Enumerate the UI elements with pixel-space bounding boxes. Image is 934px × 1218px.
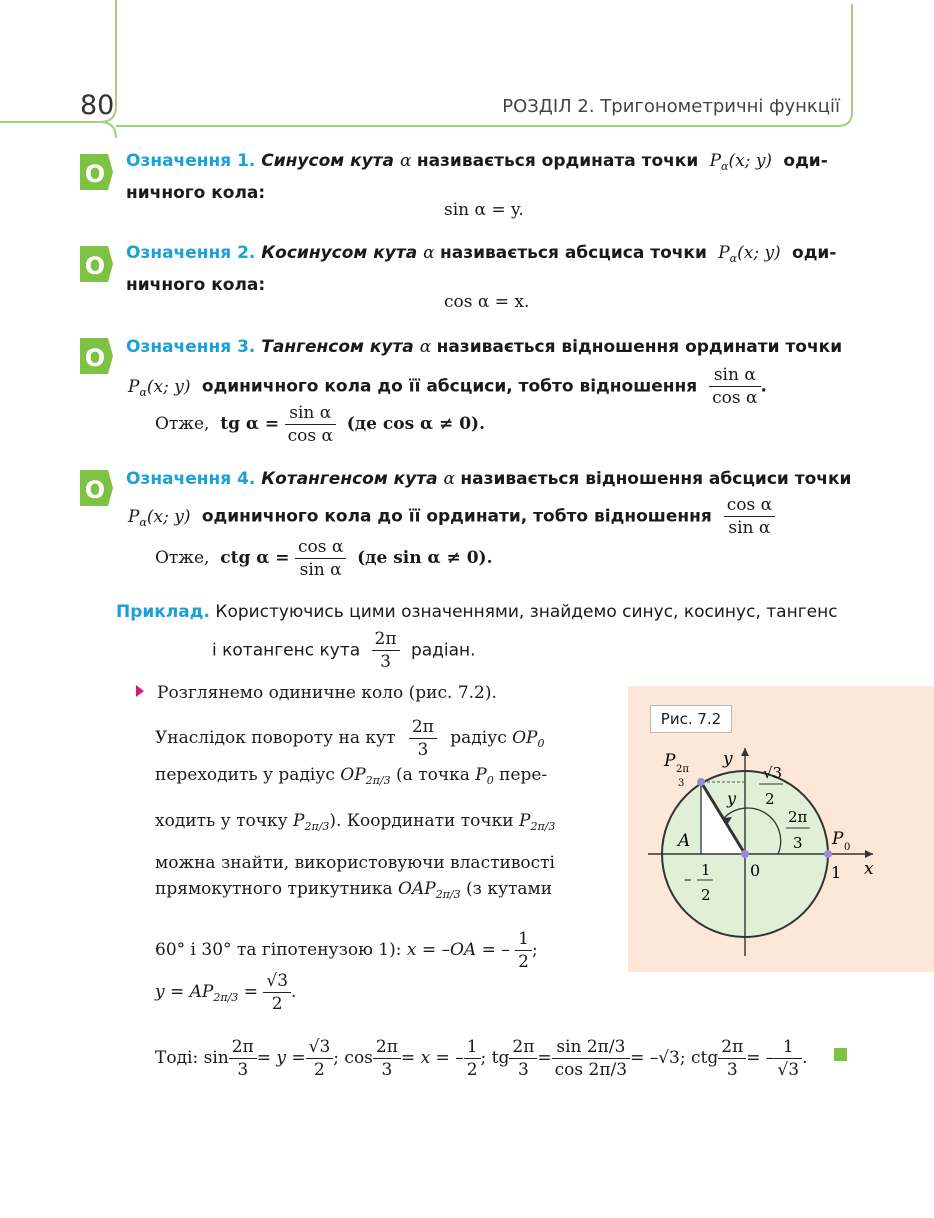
solution-line-1: Розглянемо одиничне коло (рис. 7.2). [157, 683, 497, 703]
definition-2-formula: cos α = x. [444, 292, 530, 312]
svg-text:0: 0 [844, 842, 851, 853]
svg-text:–: – [684, 870, 692, 888]
svg-text:2π: 2π [676, 764, 689, 775]
svg-text:2: 2 [701, 886, 711, 904]
definition-1: Означення 1. Синусом кута α називається ордината точки $P_\alpha(x$; y) оди- ничного кола: [126, 151, 828, 203]
svg-text:3: 3 [678, 778, 685, 789]
definition-badge-3 [80, 336, 114, 376]
svg-text:O: O [84, 476, 106, 504]
final-answer: Тоді: sin $\frac{2\pi}{3}$ = y = $\frac{√3}{2}$ ; cos $\frac{2\pi}{3}$ = x = – $\frac{1}{2}$ ; tg $\frac{2\pi}{3}$ = $\frac{\sin 2\pi/3}{\cos 2\pi/3}$ = –√3; ctg $\frac{2\pi}{3}$ = – $\frac{1}{√3}$ . [155, 1037, 808, 1080]
svg-text:2: 2 [765, 790, 775, 808]
example-line-2: і котангенс кута $\frac{2\pi}{3}$ радіан. [212, 629, 476, 672]
page-number: 80 [80, 90, 115, 121]
definition-1-formula: sin α = y. [444, 200, 524, 220]
svg-text:O: O [84, 344, 106, 372]
definition-1-term: Синусом кута [261, 151, 395, 171]
example-line-1: Приклад. Користуючись цими означеннями, знайдемо синус, косинус, тангенс [116, 602, 838, 622]
definition-3: Означення 3. Тангенсом кута α називається відношення ординати точки [126, 337, 843, 357]
svg-text:P: P [664, 751, 676, 771]
svg-text:3: 3 [793, 834, 803, 852]
svg-text:P: P [832, 829, 844, 849]
svg-text:y: y [727, 789, 737, 808]
svg-text:2π: 2π [788, 808, 808, 826]
definition-badge-1 [80, 152, 114, 192]
definition-badge-2 [80, 244, 114, 284]
svg-text:√3: √3 [763, 764, 783, 782]
definition-3-conclusion: Отже, tg α = $\frac{\text{sin α}}{\text{cos α}}$ (де cos α ≠ 0). [155, 403, 486, 446]
end-of-solution-mark [834, 1048, 847, 1061]
solution-bullet [136, 685, 144, 697]
svg-text:1: 1 [831, 863, 842, 882]
section-title: РОЗДІЛ 2. Тригонометричні функції [502, 96, 840, 117]
figure-label: Рис. 7.2 [650, 705, 732, 733]
svg-text:x: x [864, 859, 874, 879]
definition-2: Означення 2. Косинусом кута α називається абсциса точки $P_\alpha(x$; y) оди- ничного кола: [126, 243, 837, 295]
header-frame [0, 0, 934, 140]
definition-badge-4 [80, 468, 114, 508]
unit-circle-figure [628, 686, 934, 972]
svg-text:O: O [84, 160, 106, 188]
svg-text:A: A [678, 831, 691, 851]
definition-4-conclusion: Отже, ctg α = $\frac{\text{cos α}}{\text{sin α}}$ (де sin α ≠ 0). [155, 537, 493, 580]
svg-text:O: O [84, 252, 106, 280]
definition-1-text: називається ордината точки [416, 151, 699, 171]
svg-text:1: 1 [701, 861, 711, 879]
svg-text:y: y [723, 749, 733, 769]
definition-4: Означення 4. Котангенсом кута α називається відношення абсциси точки [126, 469, 852, 489]
definition-1-title: Означення 1. [126, 151, 256, 171]
svg-text:0: 0 [750, 861, 761, 880]
